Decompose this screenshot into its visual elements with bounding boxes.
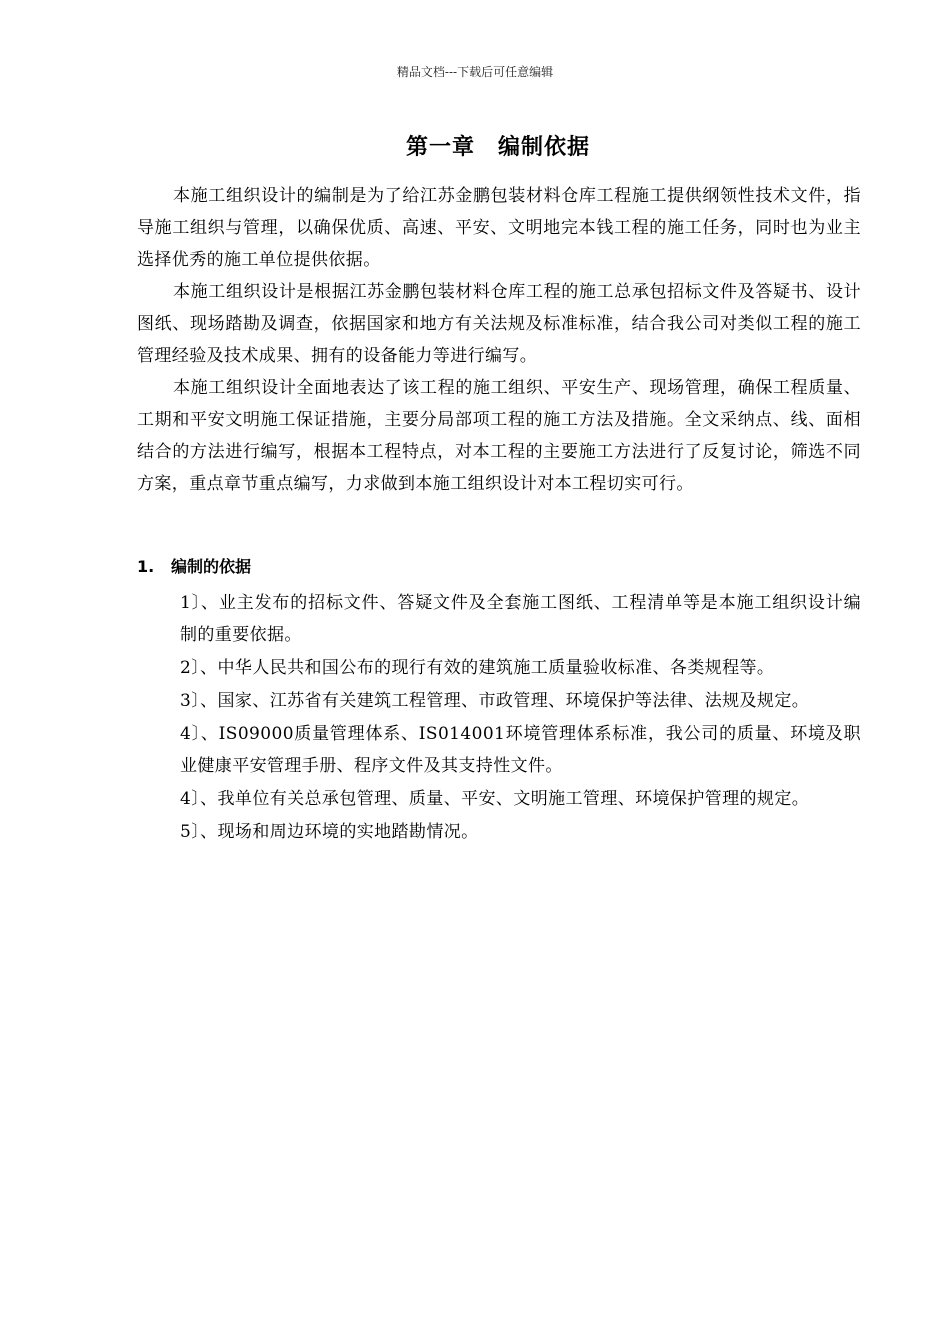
basis-item: 1〕、业主发布的招标文件、答疑文件及全套施工图纸、工程清单等是本施工组织设计编制的重要依据。	[180, 593, 861, 645]
basis-item: 5〕、现场和周边环境的实地踏勘情况。	[180, 822, 479, 842]
intro-paragraph-3: 本施工组织设计全面地表达了该工程的施工组织、平安生产、现场管理，确保工程质量、工期和平安文明施工保证措施，主要分局部项工程的施工方法及措施。全文采纳点、线、面相结合的方法进行编写，根据本工程特点，对本工程的主要施工方法进行了反复讨论，筛选不同方案，重点章节重点编写，力求做到本施工组织设计对本工程切实可行。	[137, 378, 861, 494]
intro-paragraph-1: 本施工组织设计的编制是为了给江苏金鹏包装材料仓库工程施工提供纲领性技术文件，指导施工组织与管理，以确保优质、高速、平安、文明地完本钱工程的施工任务，同时也为业主选择优秀的施工单位提供依据。	[137, 186, 861, 270]
basis-item: 2〕、中华人民共和国公布的现行有效的建筑施工质量验收标准、各类规程等。	[180, 658, 775, 678]
section-heading	[137, 552, 251, 582]
section-number: 1.	[137, 557, 155, 576]
basis-list	[180, 587, 861, 849]
intro-body	[137, 180, 861, 500]
section-title: 编制的依据	[171, 557, 252, 576]
basis-item: 4〕、我单位有关总承包管理、质量、平安、文明施工管理、环境保护管理的规定。	[180, 789, 810, 809]
page-header-note: 精品文档---下载后可任意编辑	[396, 65, 554, 79]
basis-item: 4〕、IS09000质量管理体系、IS014001环境管理体系标准，我公司的质量、环境及职业健康平安管理手册、程序文件及其支持性文件。	[180, 724, 861, 776]
intro-paragraph-2: 本施工组织设计是根据江苏金鹏包装材料仓库工程的施工总承包招标文件及答疑书、设计图纸、现场踏勘及调查，依据国家和地方有关法规及标准标准，结合我公司对类似工程的施工管理经验及技术成果、拥有的设备能力等进行编写。	[137, 282, 861, 366]
chapter-title: 第一章 编制依据	[405, 135, 590, 160]
basis-item: 3〕、国家、江苏省有关建筑工程管理、市政管理、环境保护等法律、法规及规定。	[180, 691, 810, 711]
